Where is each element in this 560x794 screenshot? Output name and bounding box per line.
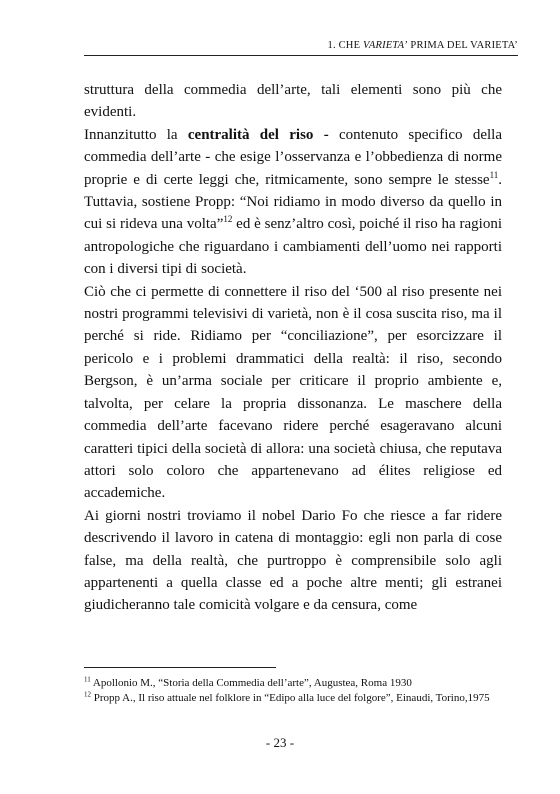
p2-end: ed è senz’altro così, poiché il riso ha ragioni antropologiche che riguardano i cambiamenti dell’uomo nei rapporti con i diversi tipi di società.	[84, 216, 503, 278]
header-prefix: 1. CHE	[327, 40, 364, 51]
p2-after-bold: contenuto specifico della commedia dell’arte - che esige l’osservanza e l’obbedienza di norme proprie e di certe leggi che, ritmicamente, sono sempre le stesse	[84, 126, 502, 188]
footnote-number: 11	[84, 675, 91, 684]
body-text	[84, 79, 502, 617]
footnote-rule	[84, 667, 276, 668]
p2-mid: . Tuttavia, sostiene Propp: “Noi ridiamo in modo diverso da quello in cui si rideva una volta”	[84, 171, 502, 233]
footnote-ref-11[interactable]: 11	[489, 169, 499, 180]
footnote-text: Propp A., Il riso attuale nel folklore in “Edipo alla luce del folgore”, Einaudi, Torino,1975	[91, 691, 490, 704]
footnote-ref-12[interactable]: 12	[223, 214, 233, 225]
footnote-number: 12	[84, 689, 91, 698]
paragraph-2	[84, 124, 502, 281]
header-suffix: PRIMA DEL VARIETA’	[407, 40, 518, 51]
header-italic: VARIETA’	[363, 40, 408, 51]
footnotes	[84, 676, 502, 705]
header-rule	[84, 55, 518, 56]
p2-bold-term: centralità del riso -	[187, 126, 329, 143]
paragraph-1: struttura della commedia dell’arte, tali elementi sono più che evidenti.	[84, 82, 502, 121]
paragraph-3: Ciò che ci permette di connettere il riso del ‘500 al riso presente nei nostri programmi televisivi di varietà, non è il cosa suscita riso, ma il perché si ride. Ridiamo per “conciliazione”, per esorcizzare il pericolo e i problemi drammatici della realtà: il riso, secondo Bergson, è un’arma sociale per criticare il proprio ambiente e, talvolta, per celare la propria dissonanza. Le maschere della commedia dell’arte facevano ridere perché esageravano alcuni caratteri tipici della società di allora: una società chiusa, che reputava attori solo coloro che appartenevano ad élites religiose ed accademiche.	[84, 283, 502, 502]
page-number: - 23 -	[265, 735, 295, 750]
p2-lead: Innanzitutto la	[84, 126, 188, 143]
running-header	[328, 40, 519, 51]
footnote-11	[84, 676, 502, 691]
paragraph-4: Ai giorni nostri troviamo il nobel Dario Fo che riesce a far ridere descrivendo il lavoro in catena di montaggio: egli non parla di cose false, ma della realtà, che purtroppo è comprensibile solo agli appartenenti a quella classe ed a poche altre menti; gli estranei giudicheranno tale comicità volgare e da censura, come	[84, 507, 502, 614]
footnote-text: Apollonio M., “Storia della Commedia dell’arte”, Augustea, Roma 1930	[90, 677, 412, 689]
footnote-12	[84, 691, 502, 706]
